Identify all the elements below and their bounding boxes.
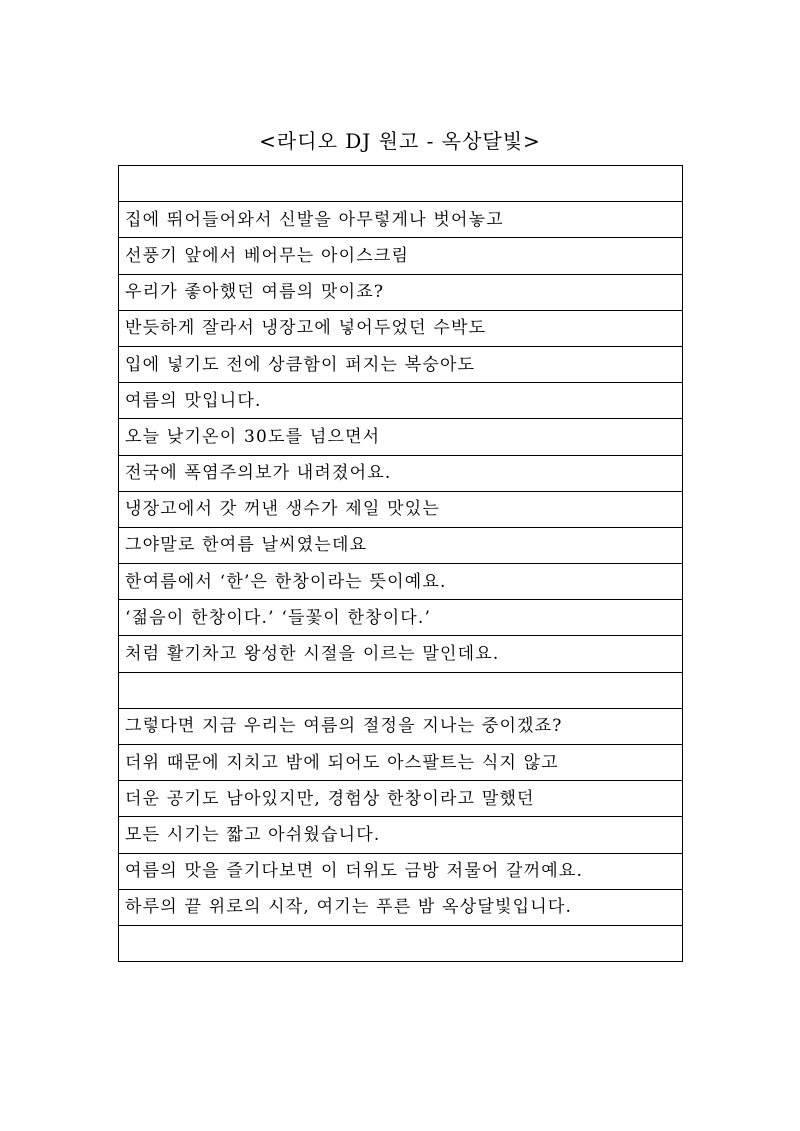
- script-line-8: 오늘 낮기온이 30도를 넘으면서: [119, 419, 683, 455]
- script-line-19: 모든 시기는 짧고 아쉬웠습니다.: [119, 817, 683, 853]
- script-line-9: 전국에 폭염주의보가 내려졌어요.: [119, 455, 683, 491]
- page-title: <라디오 DJ 원고 - 옥상달빛>: [259, 129, 541, 153]
- script-line-13: ‘젊음이 한창이다.’ ‘들꽃이 한창이다.’: [119, 600, 683, 636]
- script-row: [119, 491, 683, 527]
- script-line-10: 냉장고에서 갓 꺼낸 생수가 제일 맛있는: [119, 491, 683, 527]
- script-line-5: 반듯하게 잘라서 냉장고에 넣어두었던 수박도: [119, 310, 683, 346]
- script-row: [119, 781, 683, 817]
- script-line-16: 그렇다면 지금 우리는 여름의 절정을 지나는 중이겠죠?: [119, 708, 683, 744]
- script-line-17: 더위 때문에 지치고 밤에 되어도 아스팔트는 식지 않고: [119, 745, 683, 781]
- script-line-3: 선풍기 앞에서 베어무는 아이스크림: [119, 238, 683, 274]
- script-row: [119, 745, 683, 781]
- script-row: [119, 455, 683, 491]
- script-row: [119, 346, 683, 382]
- script-line-1: [119, 166, 683, 202]
- script-line-22: [119, 925, 683, 961]
- script-row: [119, 925, 683, 961]
- script-line-4: 우리가 좋아했던 여름의 맛이죠?: [119, 274, 683, 310]
- script-row: [119, 383, 683, 419]
- script-line-11: 그야말로 한여름 날씨였는데요: [119, 527, 683, 563]
- script-row: [119, 600, 683, 636]
- script-row: [119, 672, 683, 708]
- script-row: [119, 564, 683, 600]
- script-row: [119, 238, 683, 274]
- script-row: [119, 636, 683, 672]
- script-line-21: 하루의 끝 위로의 시작, 여기는 푸른 밤 옥상달빛입니다.: [119, 889, 683, 925]
- script-line-20: 여름의 맛을 즐기다보면 이 더위도 금방 저물어 갈꺼예요.: [119, 853, 683, 889]
- script-row: [119, 527, 683, 563]
- script-row: [119, 708, 683, 744]
- script-line-14: 처럼 활기차고 왕성한 시절을 이르는 말인데요.: [119, 636, 683, 672]
- script-line-6: 입에 넣기도 전에 상큼함이 퍼지는 복숭아도: [119, 346, 683, 382]
- script-row: [119, 274, 683, 310]
- script-line-15: [119, 672, 683, 708]
- script-line-18: 더운 공기도 남아있지만, 경험상 한창이라고 말했던: [119, 781, 683, 817]
- script-row: [119, 310, 683, 346]
- script-row: [119, 889, 683, 925]
- script-line-7: 여름의 맛입니다.: [119, 383, 683, 419]
- script-line-2: 집에 뛰어들어와서 신발을 아무렇게나 벗어놓고: [119, 202, 683, 238]
- script-table: [118, 165, 683, 962]
- script-line-12: 한여름에서 ‘한’은 한창이라는 뜻이예요.: [119, 564, 683, 600]
- script-row: [119, 202, 683, 238]
- script-row: [119, 817, 683, 853]
- script-row: [119, 419, 683, 455]
- script-row: [119, 166, 683, 202]
- script-row: [119, 853, 683, 889]
